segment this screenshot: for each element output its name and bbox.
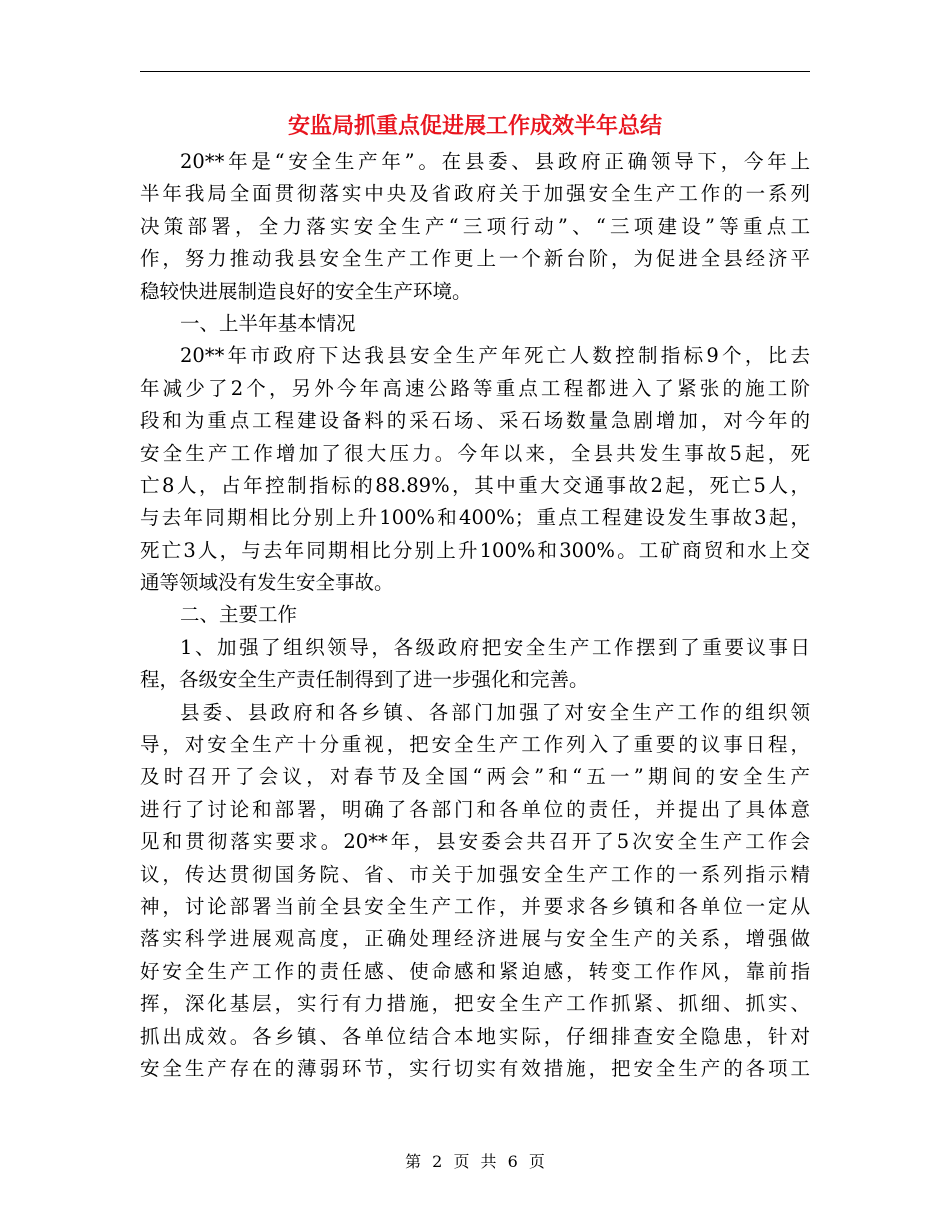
paragraph-line: 亡8人，占年控制指标的88.89%，其中重大交通事故2起，死亡5人， [140,473,810,497]
paragraph-line: 一、上半年基本情况 [180,311,356,335]
paragraph-line: 议，传达贯彻国务院、省、市关于加强安全生产工作的一系列指示精 [140,862,810,886]
page-number: 第 2 页 共 6 页 [405,1152,545,1171]
paragraph-line: 通等领域没有发生安全事故。 [140,571,394,595]
paragraph-line: 稳较快进展制造良好的安全生产环境。 [140,279,472,303]
paragraph-line: 段和为重点工程建设备料的采石场、采石场数量急剧增加，对今年的 [140,409,810,433]
paragraph-line: 落实科学进展观高度，正确处理经济进展与安全生产的关系，增强做 [140,927,810,951]
paragraph-line: 半年我局全面贯彻落实中央及省政府关于加强安全生产工作的一系列 [140,182,810,206]
paragraph-line: 挥，深化基层，实行有力措施，把安全生产工作抓紧、抓细、抓实、 [140,992,810,1016]
paragraph-line: 决策部署，全力落实安全生产“三项行动”、“三项建设”等重点工 [140,214,810,238]
paragraph-line: 年减少了2个，另外今年高速公路等重点工程都进入了紧张的施工阶 [140,376,810,400]
paragraph-line: 1、加强了组织领导，各级政府把安全生产工作摆到了重要议事日 [180,635,810,659]
paragraph-line: 程，各级安全生产责任制得到了进一步强化和完善。 [140,668,589,692]
paragraph-line: 死亡3人，与去年同期相比分别上升100%和300%。工矿商贸和水上交 [140,538,810,562]
paragraph-line: 作，努力推动我县安全生产工作更上一个新台阶，为促进全县经济平 [140,247,810,271]
paragraph-line: 抓出成效。各乡镇、各单位结合本地实际，仔细排查安全隐患，针对 [140,1024,810,1048]
paragraph-line: 与去年同期相比分别上升100%和400%；重点工程建设发生事故3起， [140,506,810,530]
header-rule [140,71,810,72]
paragraph-line: 二、主要工作 [180,603,298,627]
paragraph-line: 见和贯彻落实要求。20**年，县安委会共召开了5次安全生产工作会 [140,830,810,854]
paragraph-line: 好安全生产工作的责任感、使命感和紧迫感，转变工作作风，靠前指 [140,959,810,983]
paragraph-line: 导，对安全生产十分重视，把安全生产工作列入了重要的议事日程， [140,733,810,757]
paragraph-line: 县委、县政府和各乡镇、各部门加强了对安全生产工作的组织领 [180,700,810,724]
document-body [140,146,810,1085]
paragraph-line: 神，讨论部署当前全县安全生产工作，并要求各乡镇和各单位一定从 [140,894,810,918]
paragraph-line: 及时召开了会议，对春节及全国“两会”和“五一”期间的安全生产 [140,765,810,789]
paragraph-line: 20**年是“安全生产年”。在县委、县政府正确领导下，今年上 [180,150,810,173]
paragraph-line: 安全生产工作增加了很大压力。今年以来，全县共发生事故5起，死 [140,441,810,465]
paragraph-line: 进行了讨论和部署，明确了各部门和各单位的责任，并提出了具体意 [140,797,810,821]
paragraph-line: 20**年市政府下达我县安全生产年死亡人数控制指标9个，比去 [180,344,810,368]
paragraph-line: 安全生产存在的薄弱环节，实行切实有效措施，把安全生产的各项工 [140,1056,810,1080]
document-title: 安监局抓重点促进展工作成效半年总结 [287,113,662,139]
